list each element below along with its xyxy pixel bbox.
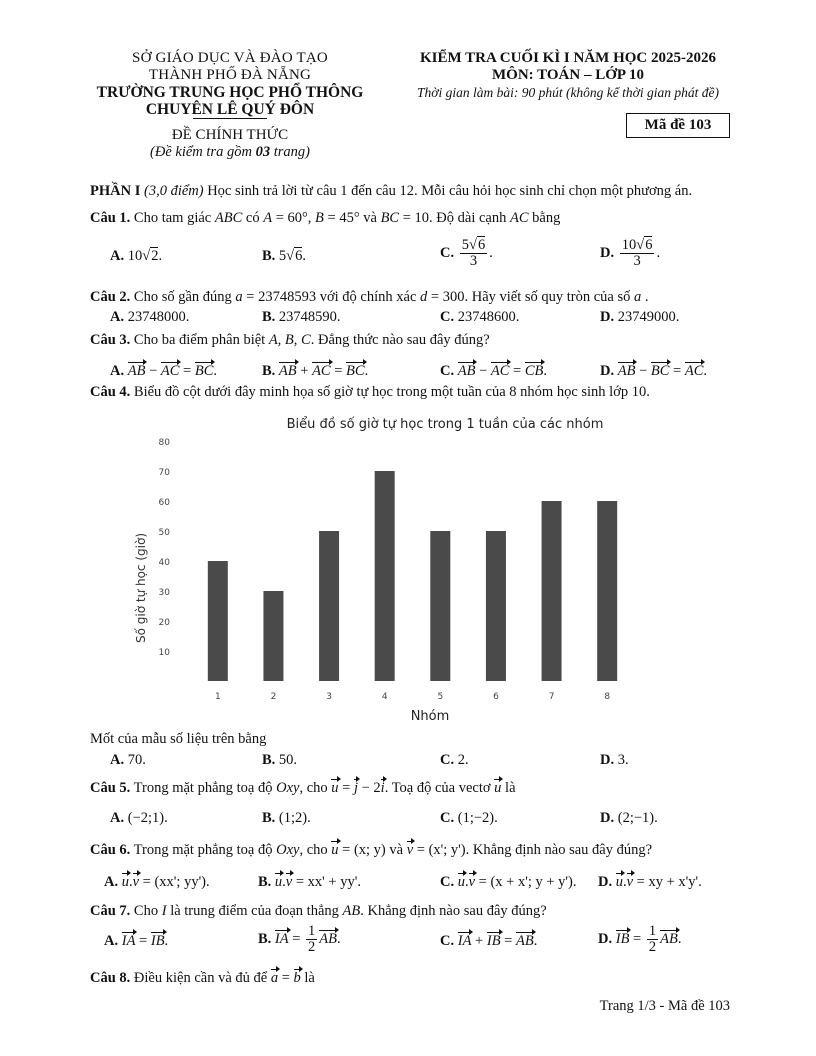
- chart-x-tick-5: 5: [437, 692, 444, 702]
- chart-x-tick-7: 7: [548, 692, 555, 702]
- q1-option-a[interactable]: A. 10√2.: [110, 248, 163, 264]
- q2-option-c[interactable]: C. 23748600.: [440, 309, 520, 325]
- header-underline: [193, 118, 267, 119]
- q7-option-d[interactable]: D. IB = $\frac{1}{2}$ AB.: [598, 923, 682, 955]
- q5-option-a[interactable]: A. (−2;1).: [110, 810, 168, 826]
- chart-x-tick-3: 3: [326, 692, 332, 702]
- q3-option-b[interactable]: B. AB + AC = BC.: [262, 363, 369, 379]
- q6-option-c[interactable]: C. u.v = (x + x'; y + y').: [440, 874, 577, 890]
- question-7: Câu 7. Cho I là trung điểm của đoạn thẳng AB. Khẳng định nào sau đây đúng?: [90, 903, 547, 919]
- chart-bar-8: [597, 501, 617, 681]
- header-right: [392, 50, 744, 101]
- q7-option-a[interactable]: A. IA = IB.: [104, 933, 169, 949]
- chart-y-tick-10: 10: [158, 648, 170, 658]
- chart-bar-6: [486, 531, 506, 681]
- chart-y-tick-50: 50: [158, 528, 170, 538]
- q2-option-b[interactable]: B. 23748590.: [262, 309, 341, 325]
- chart-bar-2: [263, 591, 283, 681]
- chart-y-tick-80: 80: [158, 438, 170, 448]
- q4-option-b[interactable]: B. 50.: [262, 752, 298, 768]
- q1-option-d[interactable]: D. $\frac{10√6}{3}$ .: [600, 237, 661, 269]
- school-type: TRƯỜNG TRUNG HỌC PHỔ THÔNG: [96, 84, 364, 101]
- question-3: Câu 3. Cho ba điểm phân biệt A, B, C. Đẳng thức nào sau đây đúng?: [90, 332, 490, 348]
- page-count-note: (Đề kiểm tra gồm 03 trang): [150, 144, 310, 160]
- q4-option-c[interactable]: C. 2.: [440, 752, 469, 768]
- q6-option-a[interactable]: A. u.v = (xx'; yy').: [104, 874, 210, 890]
- chart-x-axis-label: Nhóm: [410, 709, 450, 724]
- official-label: ĐỀ CHÍNH THỨC: [171, 127, 289, 143]
- part1-instruction: PHẦN I (3,0 điểm) Học sinh trả lời từ câu 1 đến câu 12. Mỗi câu hỏi học sinh chỉ chọn một phương án.: [90, 183, 693, 199]
- q3-option-a[interactable]: A. AB − AC = BC.: [110, 363, 218, 379]
- chart-title: Biểu đồ số giờ tự học trong 1 tuần của các nhóm: [286, 417, 604, 432]
- q7-option-b[interactable]: B. IA = $\frac{1}{2}$ AB.: [258, 923, 341, 955]
- q3-option-c[interactable]: C. AB − AC = CB.: [440, 363, 548, 379]
- chart-x-tick-1: 1: [214, 692, 221, 702]
- q6-option-b[interactable]: B. u.v = xx' + yy'.: [258, 874, 361, 890]
- question-1: Câu 1. Cho tam giác ABC có A = 60°, B = 45° và BC = 10. Độ dài cạnh AC bằng: [90, 210, 561, 226]
- question-8: Câu 8. Điều kiện cần và đủ để a = b là: [90, 970, 315, 986]
- chart-bar-4: [375, 471, 395, 681]
- question-4-prompt: Mốt của mẫu số liệu trên bằng: [90, 731, 267, 747]
- chart-bar-7: [542, 501, 562, 681]
- chart-y-tick-30: 30: [158, 588, 170, 598]
- subject-title: MÔN: TOÁN – LỚP 10: [492, 67, 644, 83]
- question-5: Câu 5. Trong mặt phẳng toạ độ Oxy, cho u = j − 2i. Toạ độ của vectơ u là: [90, 780, 516, 796]
- chart-y-tick-70: 70: [158, 468, 170, 478]
- bar-chart: [115, 406, 735, 726]
- chart-x-tick-4: 4: [381, 692, 388, 702]
- q1-option-c[interactable]: C. $\frac{5√6}{3}$ .: [440, 237, 493, 269]
- q3-option-d[interactable]: D. AB − BC = AC.: [600, 363, 708, 379]
- chart-x-tick-2: 2: [270, 692, 277, 702]
- chart-x-tick-6: 6: [493, 692, 499, 702]
- chart-bar-1: [208, 561, 228, 681]
- exam-code-box: Mã đề 103: [626, 113, 730, 138]
- chart-y-tick-60: 60: [158, 498, 170, 508]
- q4-option-a[interactable]: A. 70.: [110, 752, 146, 768]
- q7-option-c[interactable]: C. IA + IB = AB.: [440, 933, 538, 949]
- q1-option-b[interactable]: B. 5√6.: [262, 248, 307, 264]
- chart-y-tick-20: 20: [158, 618, 170, 628]
- q6-option-d[interactable]: D. u.v = xy + x'y'.: [598, 874, 702, 890]
- q5-option-d[interactable]: D. (2;−1).: [600, 810, 658, 826]
- chart-y-tick-40: 40: [158, 558, 170, 568]
- chart-y-axis-label: Số giờ tự học (giờ): [134, 532, 148, 644]
- chart-x-tick-8: 8: [604, 692, 611, 702]
- q5-option-b[interactable]: B. (1;2).: [262, 810, 311, 826]
- q4-option-d[interactable]: D. 3.: [600, 752, 629, 768]
- page-footer: Trang 1/3 - Mã đề 103: [599, 998, 730, 1014]
- question-4: Câu 4. Biểu đồ cột dưới đây minh họa số giờ tự học trong một tuần của 8 nhóm học sinh lớp 10.: [90, 384, 650, 400]
- time-note: Thời gian làm bài: 90 phút (không kể thời gian phát đề): [416, 85, 719, 100]
- department-name: SỞ GIÁO DỤC VÀ ĐÀO TẠO: [132, 50, 328, 66]
- q2-option-d[interactable]: D. 23749000.: [600, 309, 680, 325]
- question-2: Câu 2. Cho số gần đúng a = 23748593 với độ chính xác d = 300. Hãy viết số quy tròn của số a .: [90, 289, 649, 305]
- school-name: CHUYÊN LÊ QUÝ ĐÔN: [145, 101, 315, 118]
- q5-option-c[interactable]: C. (1;−2).: [440, 810, 498, 826]
- header-left: [80, 50, 380, 161]
- q2-option-a[interactable]: A. 23748000.: [110, 309, 190, 325]
- city-name: THÀNH PHỐ ĐÀ NẴNG: [148, 67, 312, 83]
- chart-bar-3: [319, 531, 339, 681]
- chart-bar-5: [430, 531, 450, 681]
- exam-title: KIỂM TRA CUỐI KÌ I NĂM HỌC 2025-2026: [420, 50, 716, 66]
- question-6: Câu 6. Trong mặt phẳng toạ độ Oxy, cho u = (x; y) và v = (x'; y'). Khẳng định nào sau đây đúng?: [90, 842, 653, 858]
